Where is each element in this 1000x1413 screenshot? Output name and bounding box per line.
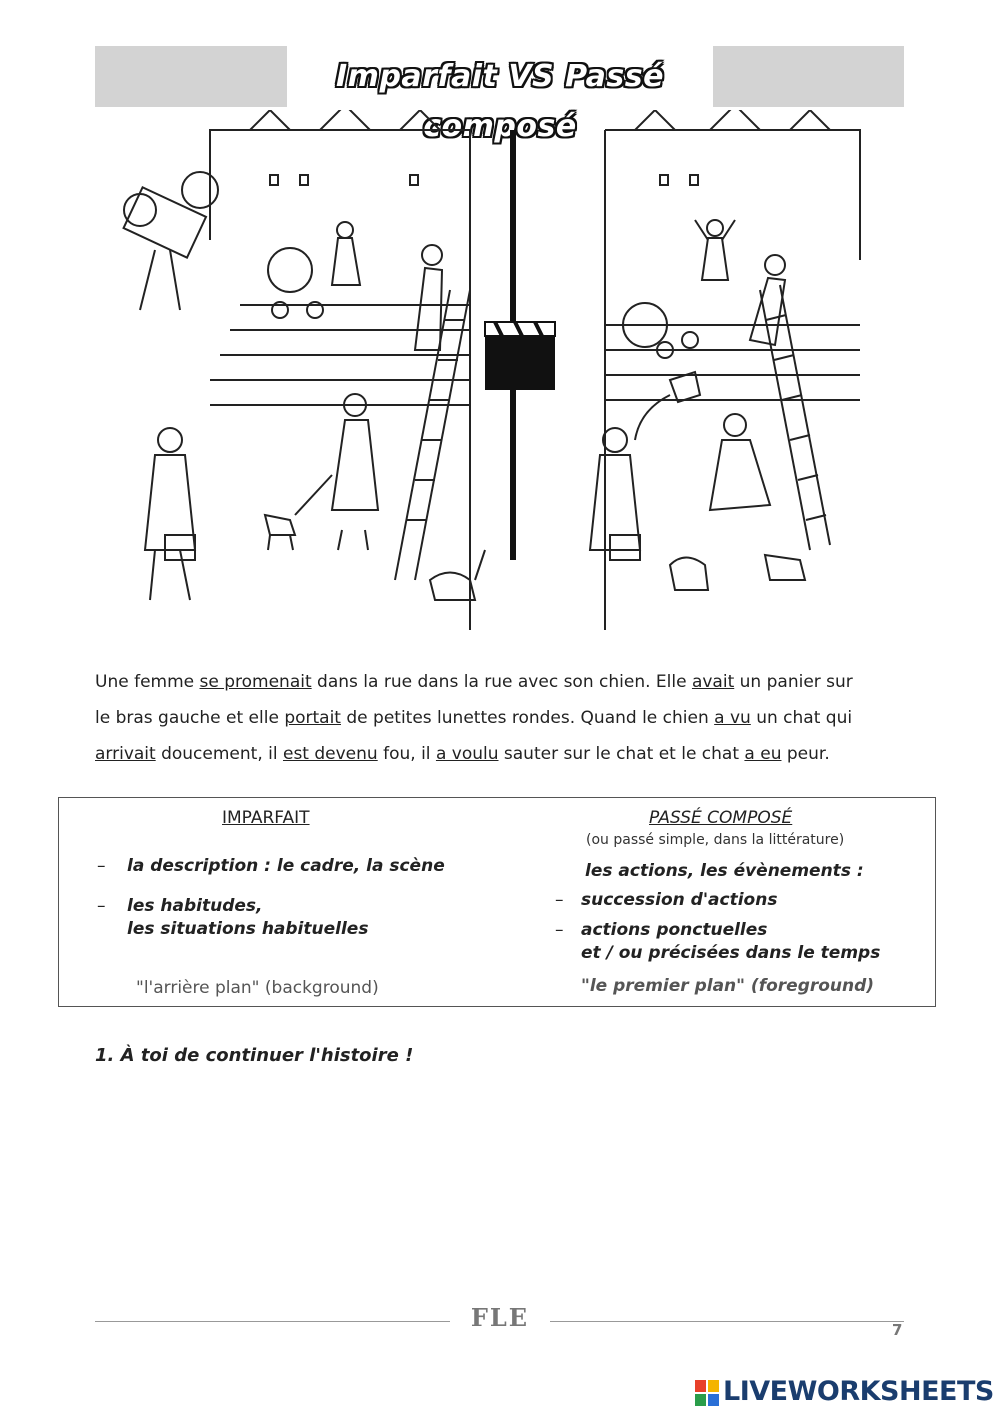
fle-logo: FLE [450,1302,550,1334]
comic-panel-after [590,110,860,630]
imparfait-plan: "l'arrière plan" (background) [136,978,379,998]
title-band-right [713,46,904,107]
verb-underlined: se promenait [199,672,312,692]
story-line-3: arrivait doucement, il est devenu fou, il a voulu sauter sur le chat et le chat a eu peur. [95,744,830,764]
dash-bullet: – [97,896,106,916]
passe-compose-rule-ponctuelles: – actions ponctuelles et / ou précisées dans le temps [555,920,881,963]
verb-underlined: a voulu [435,744,499,764]
passe-compose-subheading: (ou passé simple, dans la littérature) [586,832,845,848]
verb-underlined: est devenu [282,744,378,764]
passe-compose-heading: PASSÉ COMPOSÉ [649,808,793,828]
title-band-left [95,46,287,107]
verb-underlined: avait [691,672,735,692]
clapperboard-icon [485,322,555,390]
dash-bullet: – [97,856,106,876]
verb-underlined: a eu [744,744,782,764]
imparfait-heading: IMPARFAIT [222,808,310,828]
verb-underlined: portait [284,708,341,728]
grammar-comparison-box [58,797,936,1007]
comic-panel-before [124,110,485,630]
exercise-prompt: 1. À toi de continuer l'histoire ! [95,1045,414,1066]
verb-underlined: a vu [714,708,751,728]
dash-bullet: – [555,890,564,910]
liveworksheets-logo-icon [695,1380,719,1406]
story-paragraph [95,664,925,772]
passe-compose-intro: les actions, les évènements : [585,861,864,881]
passe-compose-plan: "le premier plan" (foreground) [581,976,875,996]
comic-illustration [110,110,890,630]
passe-compose-rule-succession: – succession d'actions [555,890,778,910]
page-number: 7 [892,1321,903,1339]
liveworksheets-wordmark: LIVEWORKSHEETS [723,1376,994,1407]
page-title: Imparfait VS Passé composé [336,59,664,144]
dash-bullet: – [555,920,564,940]
story-line-2: le bras gauche et elle portait de petites lunettes rondes. Quand le chien a vu un chat qui [95,708,853,728]
imparfait-rule-habits: – les habitudes, les situations habituelles [97,896,369,939]
story-line-1: Une femme se promenait dans la rue dans la rue avec son chien. Elle avait un panier sur [95,672,853,692]
imparfait-rule-description: – la description : le cadre, la scène [97,856,445,876]
verb-underlined: arrivait [95,744,156,764]
